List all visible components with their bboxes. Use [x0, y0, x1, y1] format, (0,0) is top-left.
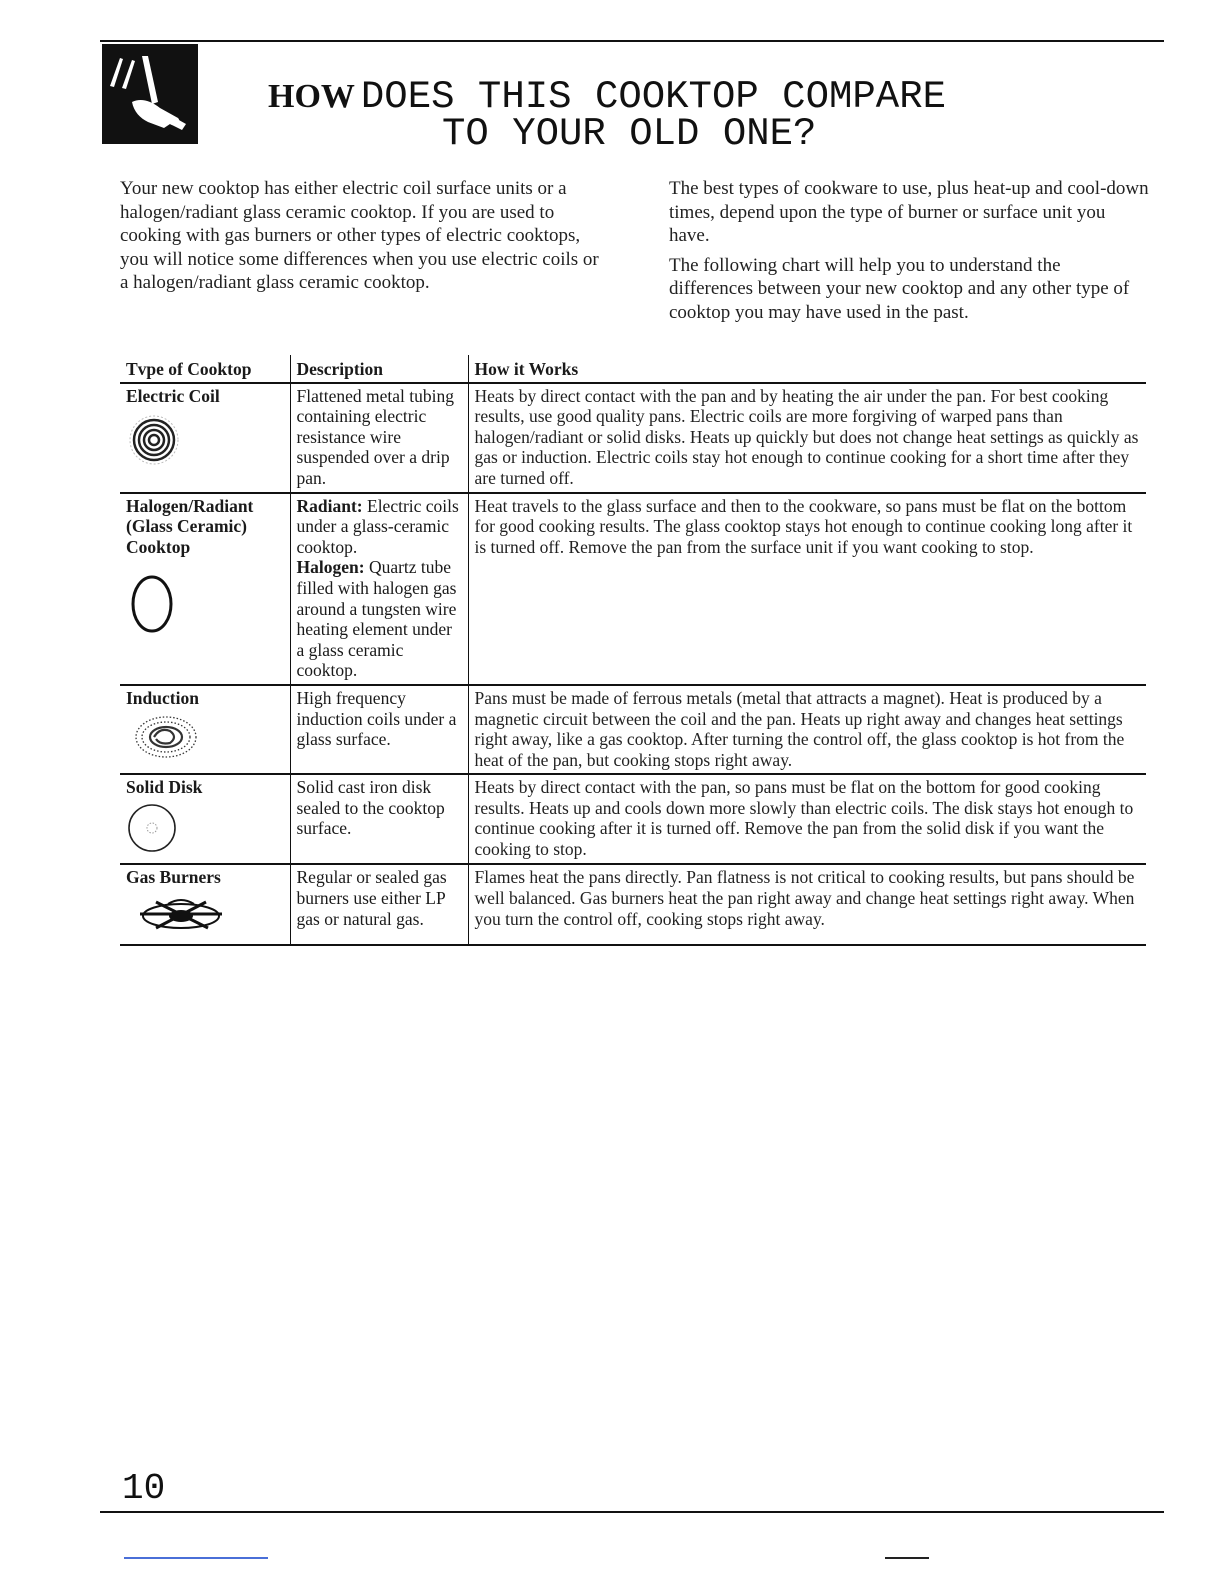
type-name: Halogen/Radiant (Glass Ceramic) Cooktop [126, 495, 254, 557]
intro-left-paragraph: Your new cooktop has either electric coil surface units or a halogen/radiant glass ceramic cooktop. If you are used to cooking with gas burners or other types of electric cooktops, you will notice some differences when you use electric coils or a halogen/radiant glass ceramic cooktop. [120, 178, 599, 293]
description-cell [290, 493, 468, 685]
cooktop-comparison-table [120, 355, 1146, 946]
hand-pointing-logo-icon [102, 44, 198, 144]
description-cell: Flattened metal tubing containing electric resistance wire suspended over a drip pan. [290, 383, 468, 493]
intro-right-paragraph-2: The following chart will help you to understand the differences between your new cooktop and any other type of cooktop you may have used in the past. [669, 254, 1130, 323]
how-it-works-cell: Flames heat the pans directly. Pan flatness is not critical to cooking results, but pans should be well balanced. Gas burners heat the pan right away and change heat settings right away. When you turn the control off, cooking stops right away. [468, 864, 1146, 944]
table-row [120, 685, 1146, 774]
table-row [120, 493, 1146, 685]
halogen-text: Quartz tube filled with halogen gas around a tungsten wire heating element under a glass ceramic cooktop. [296, 557, 457, 681]
how-it-works-cell: Heats by direct contact with the pan and by heating the air under the pan. For best cooking results, use good quality pans. Electric coils are more forgiving of warped pans than halogen/radiant or solid disks. Heats up quickly but does not change heat settings as quickly as gas or induction. Electric coils stay hot enough to continue cooking for a short time after they are turned off. [468, 383, 1146, 493]
footer-rule-short [885, 1557, 929, 1559]
intro-right-paragraph-1: The best types of cookware to use, plus heat-up and cool-down times, depend upon the type of burner or surface unit you have. [669, 178, 1149, 246]
gas-burner-icon [126, 892, 284, 941]
radiant-text: Electric coils under a glass-ceramic cooktop. [296, 495, 459, 557]
table-header-row [120, 355, 1146, 383]
induction-icon [126, 713, 284, 768]
glass-ceramic-ring-icon [126, 571, 284, 642]
type-cell [120, 774, 290, 864]
table-row [120, 383, 1146, 493]
bottom-rule [100, 1511, 1164, 1513]
type-cell [120, 685, 290, 774]
description-cell: High frequency induction coils under a glass surface. [290, 685, 468, 774]
solid-disk-icon [126, 802, 284, 861]
type-name: Gas Burners [126, 867, 221, 888]
title-how: HOW [268, 78, 355, 115]
top-rule [100, 40, 1164, 42]
table-row [120, 774, 1146, 864]
table-row [120, 864, 1146, 944]
header-type: Tvpe of Cooktop [120, 355, 290, 383]
header-description: Description [290, 355, 468, 383]
how-it-works-cell: Heats by direct contact with the pan, so pans must be flat on the bottom for good cooking results. Heats up and cools down more slowly than electric coils. The disk stays hot enough to continue cooking after it is turned off. Remove the pan from the solid disk if you want the cooking to stop. [468, 774, 1146, 864]
type-cell [120, 864, 290, 944]
electric-coil-icon [126, 410, 284, 475]
type-name: Induction [126, 687, 199, 708]
header-how-it-works: How it Works [468, 355, 1146, 383]
type-name: Solid Disk [126, 777, 203, 798]
radiant-label: Radiant: [296, 495, 363, 516]
title-line2: TO YOUR OLD ONE? [442, 112, 817, 156]
title-line1: DOES THIS COOKTOP COMPARE [360, 75, 947, 119]
halogen-label: Halogen: [296, 557, 365, 578]
type-cell [120, 493, 290, 685]
description-cell: Solid cast iron disk sealed to the cooktop surface. [290, 774, 468, 864]
type-name: Electric Coil [126, 385, 220, 406]
how-it-works-cell: Heat travels to the glass surface and then to the cookware, so pans must be flat on the bottom for good cooking results. The glass cooktop stays hot enough to continue cooking long after it is turned off. Remove the pan from the surface unit if you want cooking to stop. [468, 493, 1146, 685]
footer-link-underline [124, 1557, 268, 1559]
how-it-works-cell: Pans must be made of ferrous metals (metal that attracts a magnet). Heat is produced by a magnetic circuit between the coil and the pan. Heats up right away and changes heat settings right away, like a gas cooktop. After turning the control off, the glass cooktop is hot from the heat of the pan, but cooking stops right away. [468, 685, 1146, 774]
intro-right [669, 177, 1149, 330]
description-cell: Regular or sealed gas burners use either LP gas or natural gas. [290, 864, 468, 944]
type-cell [120, 383, 290, 493]
page-title [268, 75, 947, 156]
page-number: 10 [122, 1468, 166, 1509]
